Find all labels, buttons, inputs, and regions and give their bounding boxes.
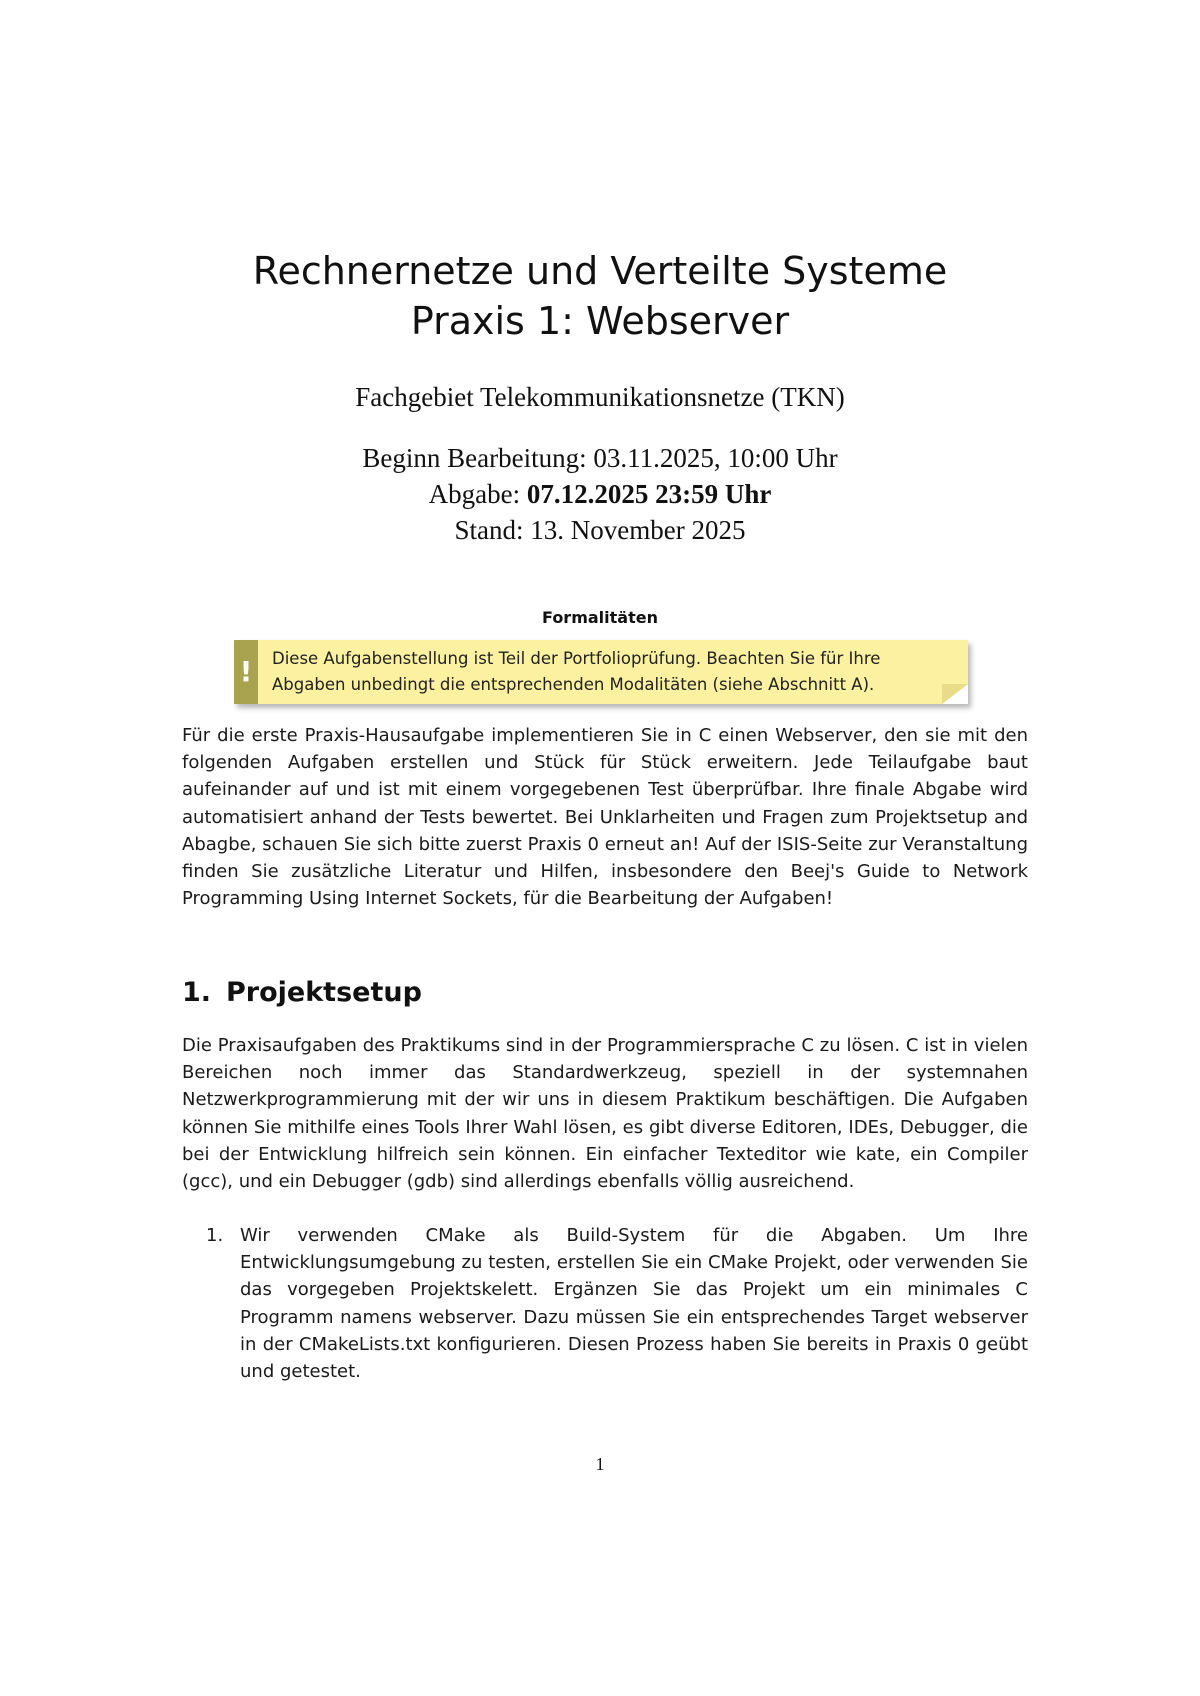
formalities-note <box>234 640 968 704</box>
formalities-note-text: Diese Aufgabenstellung ist Teil der Portfolioprüfung. Beachten Sie für Ihre Abgaben unbedingt die entsprechenden Modalitäten (siehe Abschnitt A). <box>272 649 881 694</box>
due-date <box>0 476 1200 512</box>
section-paragraph: Die Praxisaufgaben des Praktikums sind in der Programmiersprache C zu lösen. C ist in vielen Bereichen noch immer das Standardwerkzeug, speziell in der systemnahen Netzwerkprogrammierung mit der wir uns in diesem Praktikum beschäftigen. Die Aufgaben können Sie mithilfe eines Tools Ihrer Wahl lösen, es gibt diverse Editoren, IDEs, Debugger, die bei der Entwicklung hilfreich sein können. Ein einfacher Texteditor wie kate, ein Compiler (gcc), und ein Debugger (gdb) sind allerdings ebenfalls völlig ausreichend. <box>182 1035 1028 1193</box>
list-item-number: 1. <box>206 1225 224 1246</box>
list-item-text: Wir verwenden CMake als Build-System für die Abgaben. Um Ihre Entwicklungsumgebung zu testen, erstellen Sie ein CMake Projekt, oder verwenden Sie das vorgegeben Projektskelett. Ergänzen Sie das Projekt um ein minimales C Programm namens webserver. Dazu müssen Sie ein entsprechendes Target webserver in der CMakeLists.txt konfigurieren. Diesen Prozess haben Sie bereits in Praxis 0 geübt und getestet. <box>240 1225 1028 1383</box>
section-heading <box>182 976 422 1010</box>
exclamation-icon: ! <box>234 640 258 704</box>
task-list <box>206 1222 1028 1385</box>
department: Fachgebiet Telekommunikationsnetze (TKN) <box>355 382 845 412</box>
intro-paragraph: Für die erste Praxis-Hausaufgabe implementieren Sie in C einen Webserver, den sie mit den folgenden Aufgaben erstellen und Stück für Stück erweitern. Jede Teilaufgabe baut aufeinander auf und ist mit einem vorgegebenen Test überprüfbar. Ihre finale Abgabe wird automatisiert anhand der Tests bewertet. Bei Unklarheiten und Fragen zum Projektsetup and Abagbe, schauen Sie sich bitte zuerst Praxis 0 erneut an! Auf der ISIS-Seite zur Veranstaltung finden Sie zusätzliche Literatur und Hilfen, insbesondere den Beej's Guide to Network Programming Using Internet Sockets, für die Bearbeitung der Aufgaben! <box>182 725 1028 910</box>
start-date: Beginn Bearbeitung: 03.11.2025, 10:00 Uhr <box>362 443 838 473</box>
due-label: Abgabe: <box>428 479 527 509</box>
title-block <box>0 246 1200 346</box>
course-title: Rechnernetze und Verteilte Systeme <box>252 249 948 293</box>
page-number: 1 <box>595 1454 605 1474</box>
formalities-heading: Formalitäten <box>542 608 658 627</box>
section-title: Projektsetup <box>226 977 422 1008</box>
section-number: 1. <box>182 977 212 1008</box>
note-corner-fold <box>942 684 968 704</box>
status-date: Stand: 13. November 2025 <box>454 515 746 545</box>
assignment-title: Praxis 1: Webserver <box>410 299 790 343</box>
dates-block <box>0 440 1200 548</box>
list-item <box>206 1222 1028 1385</box>
due-value: 07.12.2025 23:59 Uhr <box>526 479 772 509</box>
